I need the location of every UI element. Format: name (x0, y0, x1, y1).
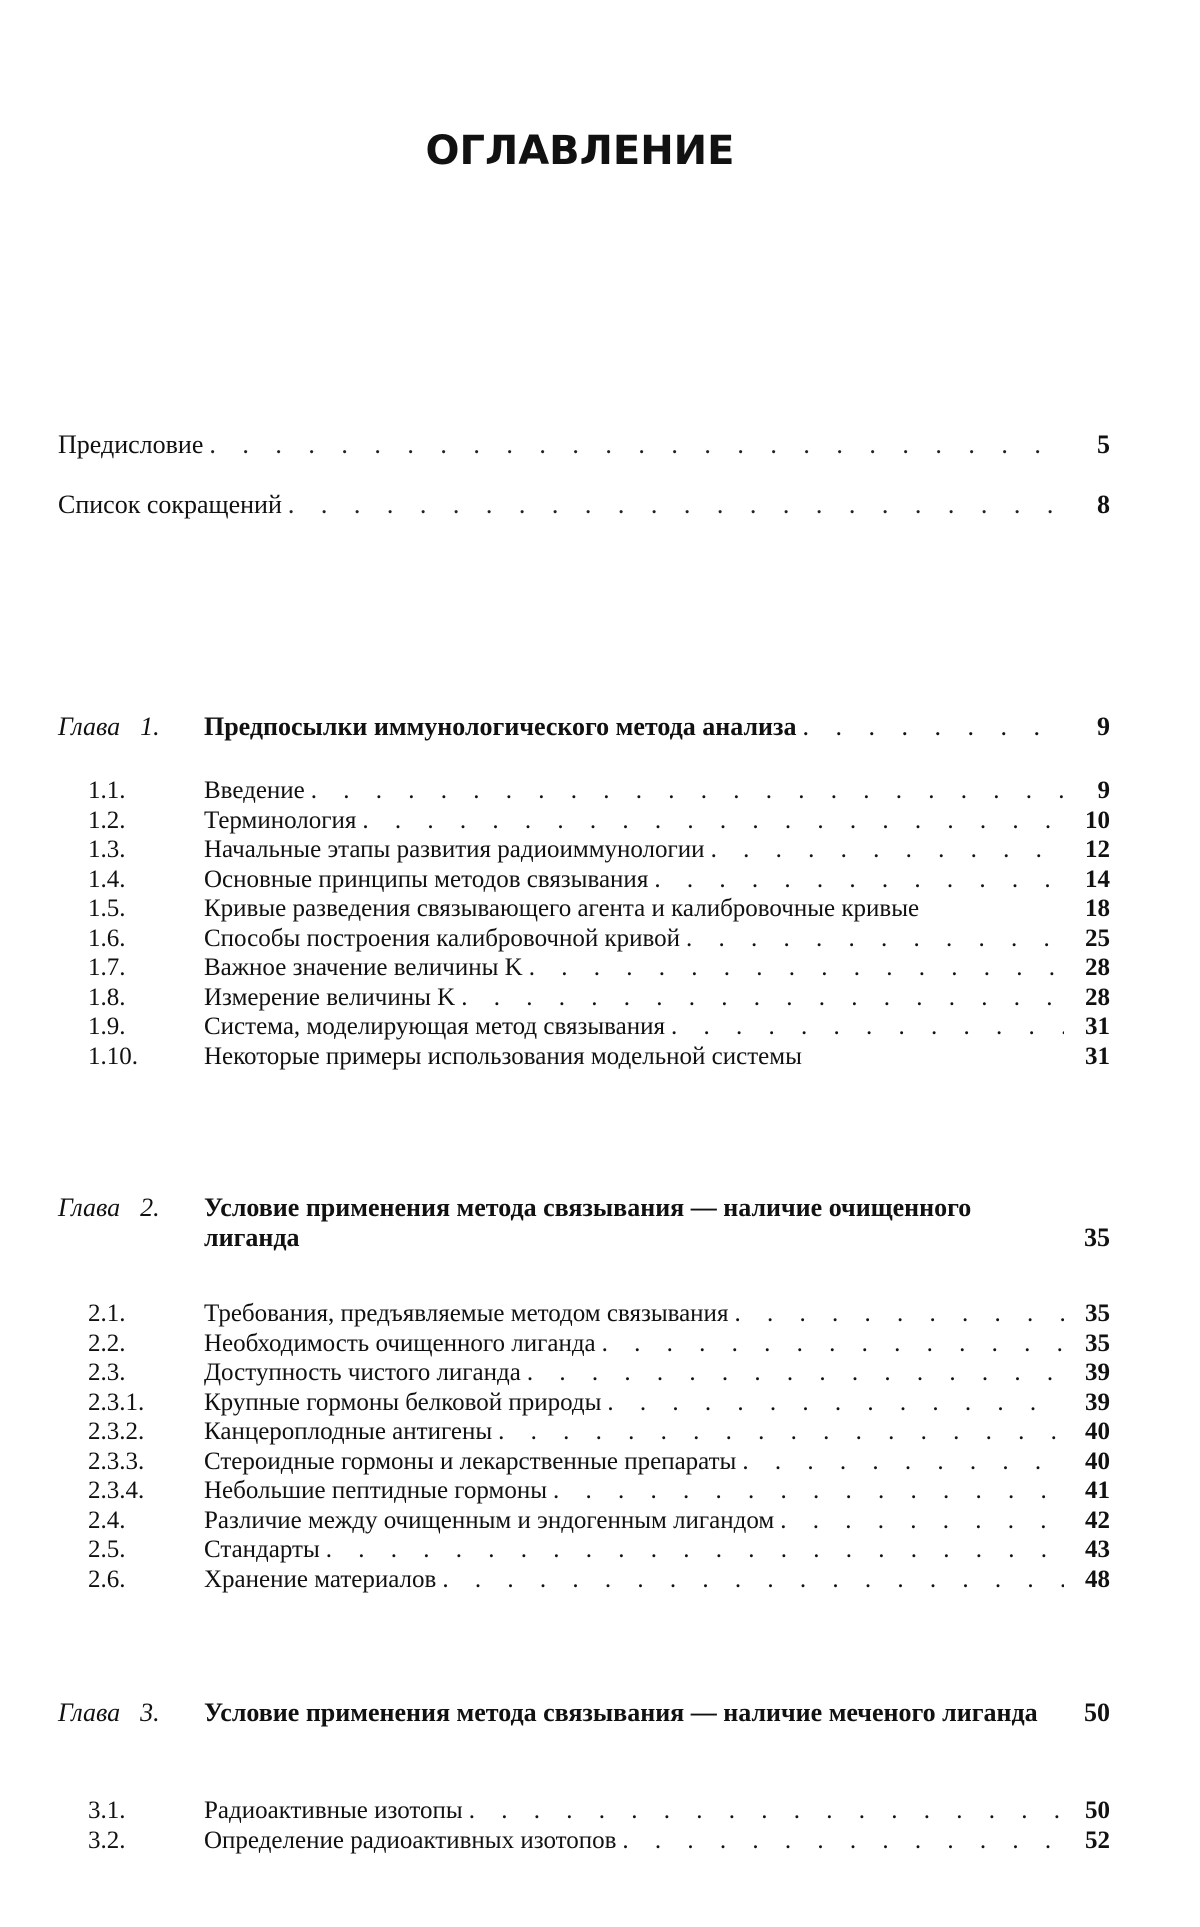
dot-leader (311, 776, 1064, 806)
section-title: Терминология (204, 806, 357, 834)
section-number: 2.3.2. (88, 1418, 145, 1445)
toc-page-number: 14 (1085, 865, 1110, 893)
toc-section-entry[interactable] (58, 776, 1110, 806)
chapter-2-sections (58, 1299, 1110, 1594)
section-number: 2.6. (88, 1565, 126, 1593)
section-title: Система, моделирующая метод связывания (204, 1013, 665, 1040)
chapter-label: Глава 1. (58, 712, 160, 741)
toc-page-number: 12 (1085, 836, 1110, 863)
section-number: 2.2. (88, 1329, 126, 1357)
toc-section-entry[interactable] (58, 1535, 1110, 1565)
chapter-label: Глава 2. (58, 1193, 160, 1222)
dot-leader (686, 924, 1064, 954)
section-number: 1.5. (88, 895, 126, 922)
toc-page-number: 43 (1085, 1536, 1110, 1563)
section-title: Канцероплодные антигены (204, 1418, 493, 1445)
chapter-1-sections (58, 776, 1110, 1071)
dot-leader (461, 983, 1064, 1013)
section-title: Начальные этапы развития радиоиммунологии (204, 836, 705, 863)
section-title: Основные принципы методов связывания (204, 865, 649, 893)
section-title: Важное значение величины K (204, 954, 523, 981)
toc-page-number: 40 (1085, 1418, 1110, 1445)
section-title: Хранение материалов (204, 1565, 437, 1593)
toc-section-entry[interactable] (58, 1796, 1110, 1826)
section-number: 1.10. (88, 1042, 138, 1070)
chapter-title: Условие применения метода связывания — наличие очищенного лиганда (204, 1193, 972, 1252)
section-title: Доступность чистого лиганда (204, 1359, 521, 1386)
dot-leader (529, 953, 1064, 983)
dot-leader (711, 835, 1064, 865)
toc-section-entry[interactable] (58, 1329, 1110, 1359)
toc-entry-label: Список сокращений (58, 490, 282, 519)
toc-section-entry[interactable] (58, 1826, 1110, 1856)
dot-leader (209, 430, 1064, 460)
toc-page-number: 9 (1097, 777, 1110, 804)
toc-page-number: 42 (1085, 1506, 1110, 1534)
section-number: 1.4. (88, 865, 126, 893)
toc-page-number: 35 (1085, 1300, 1110, 1327)
dot-leader (802, 712, 1064, 742)
toc-page-number: 39 (1085, 1388, 1110, 1416)
chapter-3-sections (58, 1796, 1110, 1855)
page-title: ОГЛАВЛЕНИЕ (425, 128, 735, 174)
toc-section-entry[interactable] (58, 924, 1110, 954)
toc-section-entry[interactable] (58, 1447, 1110, 1477)
toc-section-entry[interactable] (58, 1012, 1110, 1042)
toc-page-number: 39 (1085, 1359, 1110, 1386)
toc-entry-label: Предисловие (58, 430, 204, 459)
section-number: 1.2. (88, 806, 126, 834)
dot-leader (602, 1329, 1064, 1359)
toc-page-number: 25 (1085, 924, 1110, 952)
toc-page-number: 35 (1084, 1223, 1110, 1252)
section-title: Стероидные гормоны и лекарственные препараты (204, 1447, 737, 1475)
toc-page-number: 41 (1085, 1477, 1110, 1504)
chapter-heading[interactable] (58, 712, 1110, 742)
toc-page-number: 10 (1085, 806, 1110, 834)
section-number: 1.6. (88, 924, 126, 952)
section-title: Необходимость очищенного лиганда (204, 1329, 596, 1357)
section-number: 2.5. (88, 1536, 126, 1563)
toc-section-entry[interactable] (58, 1358, 1110, 1388)
dot-leader (671, 1012, 1064, 1042)
toc-page-number: 52 (1085, 1826, 1110, 1854)
dot-leader (622, 1826, 1064, 1856)
section-title: Способы построения калибровочной кривой (204, 924, 681, 952)
section-number: 3.2. (88, 1826, 126, 1854)
toc-section-entry[interactable] (58, 865, 1110, 895)
dot-leader (498, 1417, 1064, 1447)
section-number: 2.3.1. (88, 1388, 145, 1416)
toc-section-entry[interactable] (58, 894, 1110, 924)
section-number: 1.7. (88, 954, 126, 981)
section-title: Некоторые примеры использования модельной системы (204, 1042, 802, 1070)
toc-section-entry[interactable] (58, 1388, 1110, 1418)
section-title: Введение (204, 777, 305, 804)
section-number: 1.9. (88, 1013, 126, 1040)
toc-section-entry[interactable] (58, 953, 1110, 983)
section-title: Крупные гормоны белковой природы (204, 1388, 602, 1416)
dot-leader (607, 1388, 1064, 1418)
toc-section-entry[interactable] (58, 1565, 1110, 1595)
dot-leader (734, 1299, 1064, 1329)
section-title: Требования, предъявляемые методом связывания (204, 1300, 729, 1327)
chapter-title: Условие применения метода связывания — наличие меченого лиганда (204, 1698, 1038, 1727)
section-title: Кривые разведения связывающего агента и калибровочные кривые (204, 895, 920, 922)
section-number: 2.3.4. (88, 1477, 145, 1504)
toc-section-entry[interactable] (58, 1417, 1110, 1447)
section-number: 2.3. (88, 1359, 126, 1386)
toc-page-number: 28 (1085, 954, 1110, 981)
section-number: 1.3. (88, 836, 126, 863)
toc-front-entry[interactable] (58, 490, 1110, 520)
toc-page-number: 48 (1085, 1565, 1110, 1593)
section-title: Определение радиоактивных изотопов (204, 1826, 617, 1854)
chapter-heading[interactable] (58, 1698, 1110, 1728)
toc-page-number: 9 (1097, 712, 1110, 741)
toc-page-number: 31 (1085, 1042, 1110, 1070)
dot-leader (654, 865, 1064, 895)
toc-page-number: 40 (1085, 1447, 1110, 1475)
section-title: Радиоактивные изотопы (204, 1797, 463, 1824)
dot-leader (442, 1565, 1064, 1595)
dot-leader (553, 1476, 1064, 1506)
chapter-heading[interactable] (58, 1193, 1110, 1253)
dot-leader (527, 1358, 1064, 1388)
section-title: Различие между очищенным и эндогенным лигандом (204, 1506, 775, 1534)
toc-page-number: 8 (1097, 490, 1110, 519)
dot-leader (362, 806, 1064, 836)
section-title: Небольшие пептидные гормоны (204, 1477, 548, 1504)
toc-section-entry[interactable] (58, 1506, 1110, 1536)
toc-page-number: 50 (1085, 1797, 1110, 1824)
section-number: 1.1. (88, 777, 126, 804)
dot-leader (780, 1506, 1064, 1536)
toc-section-entry[interactable] (58, 806, 1110, 836)
toc-page-number: 31 (1085, 1013, 1110, 1040)
toc-section-entry[interactable] (58, 983, 1110, 1013)
dot-leader (288, 490, 1064, 520)
section-number: 1.8. (88, 983, 126, 1011)
toc-page-number: 50 (1084, 1698, 1110, 1727)
toc-page-number: 28 (1085, 983, 1110, 1011)
section-number: 2.4. (88, 1506, 126, 1534)
section-title: Стандарты (204, 1536, 320, 1563)
section-title: Измерение величины K (204, 983, 456, 1011)
dot-leader (742, 1447, 1064, 1477)
toc-page-number: 35 (1085, 1329, 1110, 1357)
dot-leader (469, 1796, 1064, 1826)
section-number: 3.1. (88, 1797, 126, 1824)
toc-page-number: 5 (1097, 430, 1110, 459)
chapter-title: Предпосылки иммунологического метода анализа (204, 712, 797, 741)
toc-section-entry[interactable] (58, 1042, 1110, 1072)
toc-section-entry[interactable] (58, 1299, 1110, 1329)
dot-leader (326, 1535, 1064, 1565)
section-number: 2.3.3. (88, 1447, 145, 1475)
toc-front-entry[interactable] (58, 430, 1110, 460)
section-number: 2.1. (88, 1300, 126, 1327)
chapter-label: Глава 3. (58, 1698, 160, 1727)
toc-page-number: 18 (1085, 895, 1110, 922)
toc-section-entry[interactable] (58, 1476, 1110, 1506)
toc-section-entry[interactable] (58, 835, 1110, 865)
